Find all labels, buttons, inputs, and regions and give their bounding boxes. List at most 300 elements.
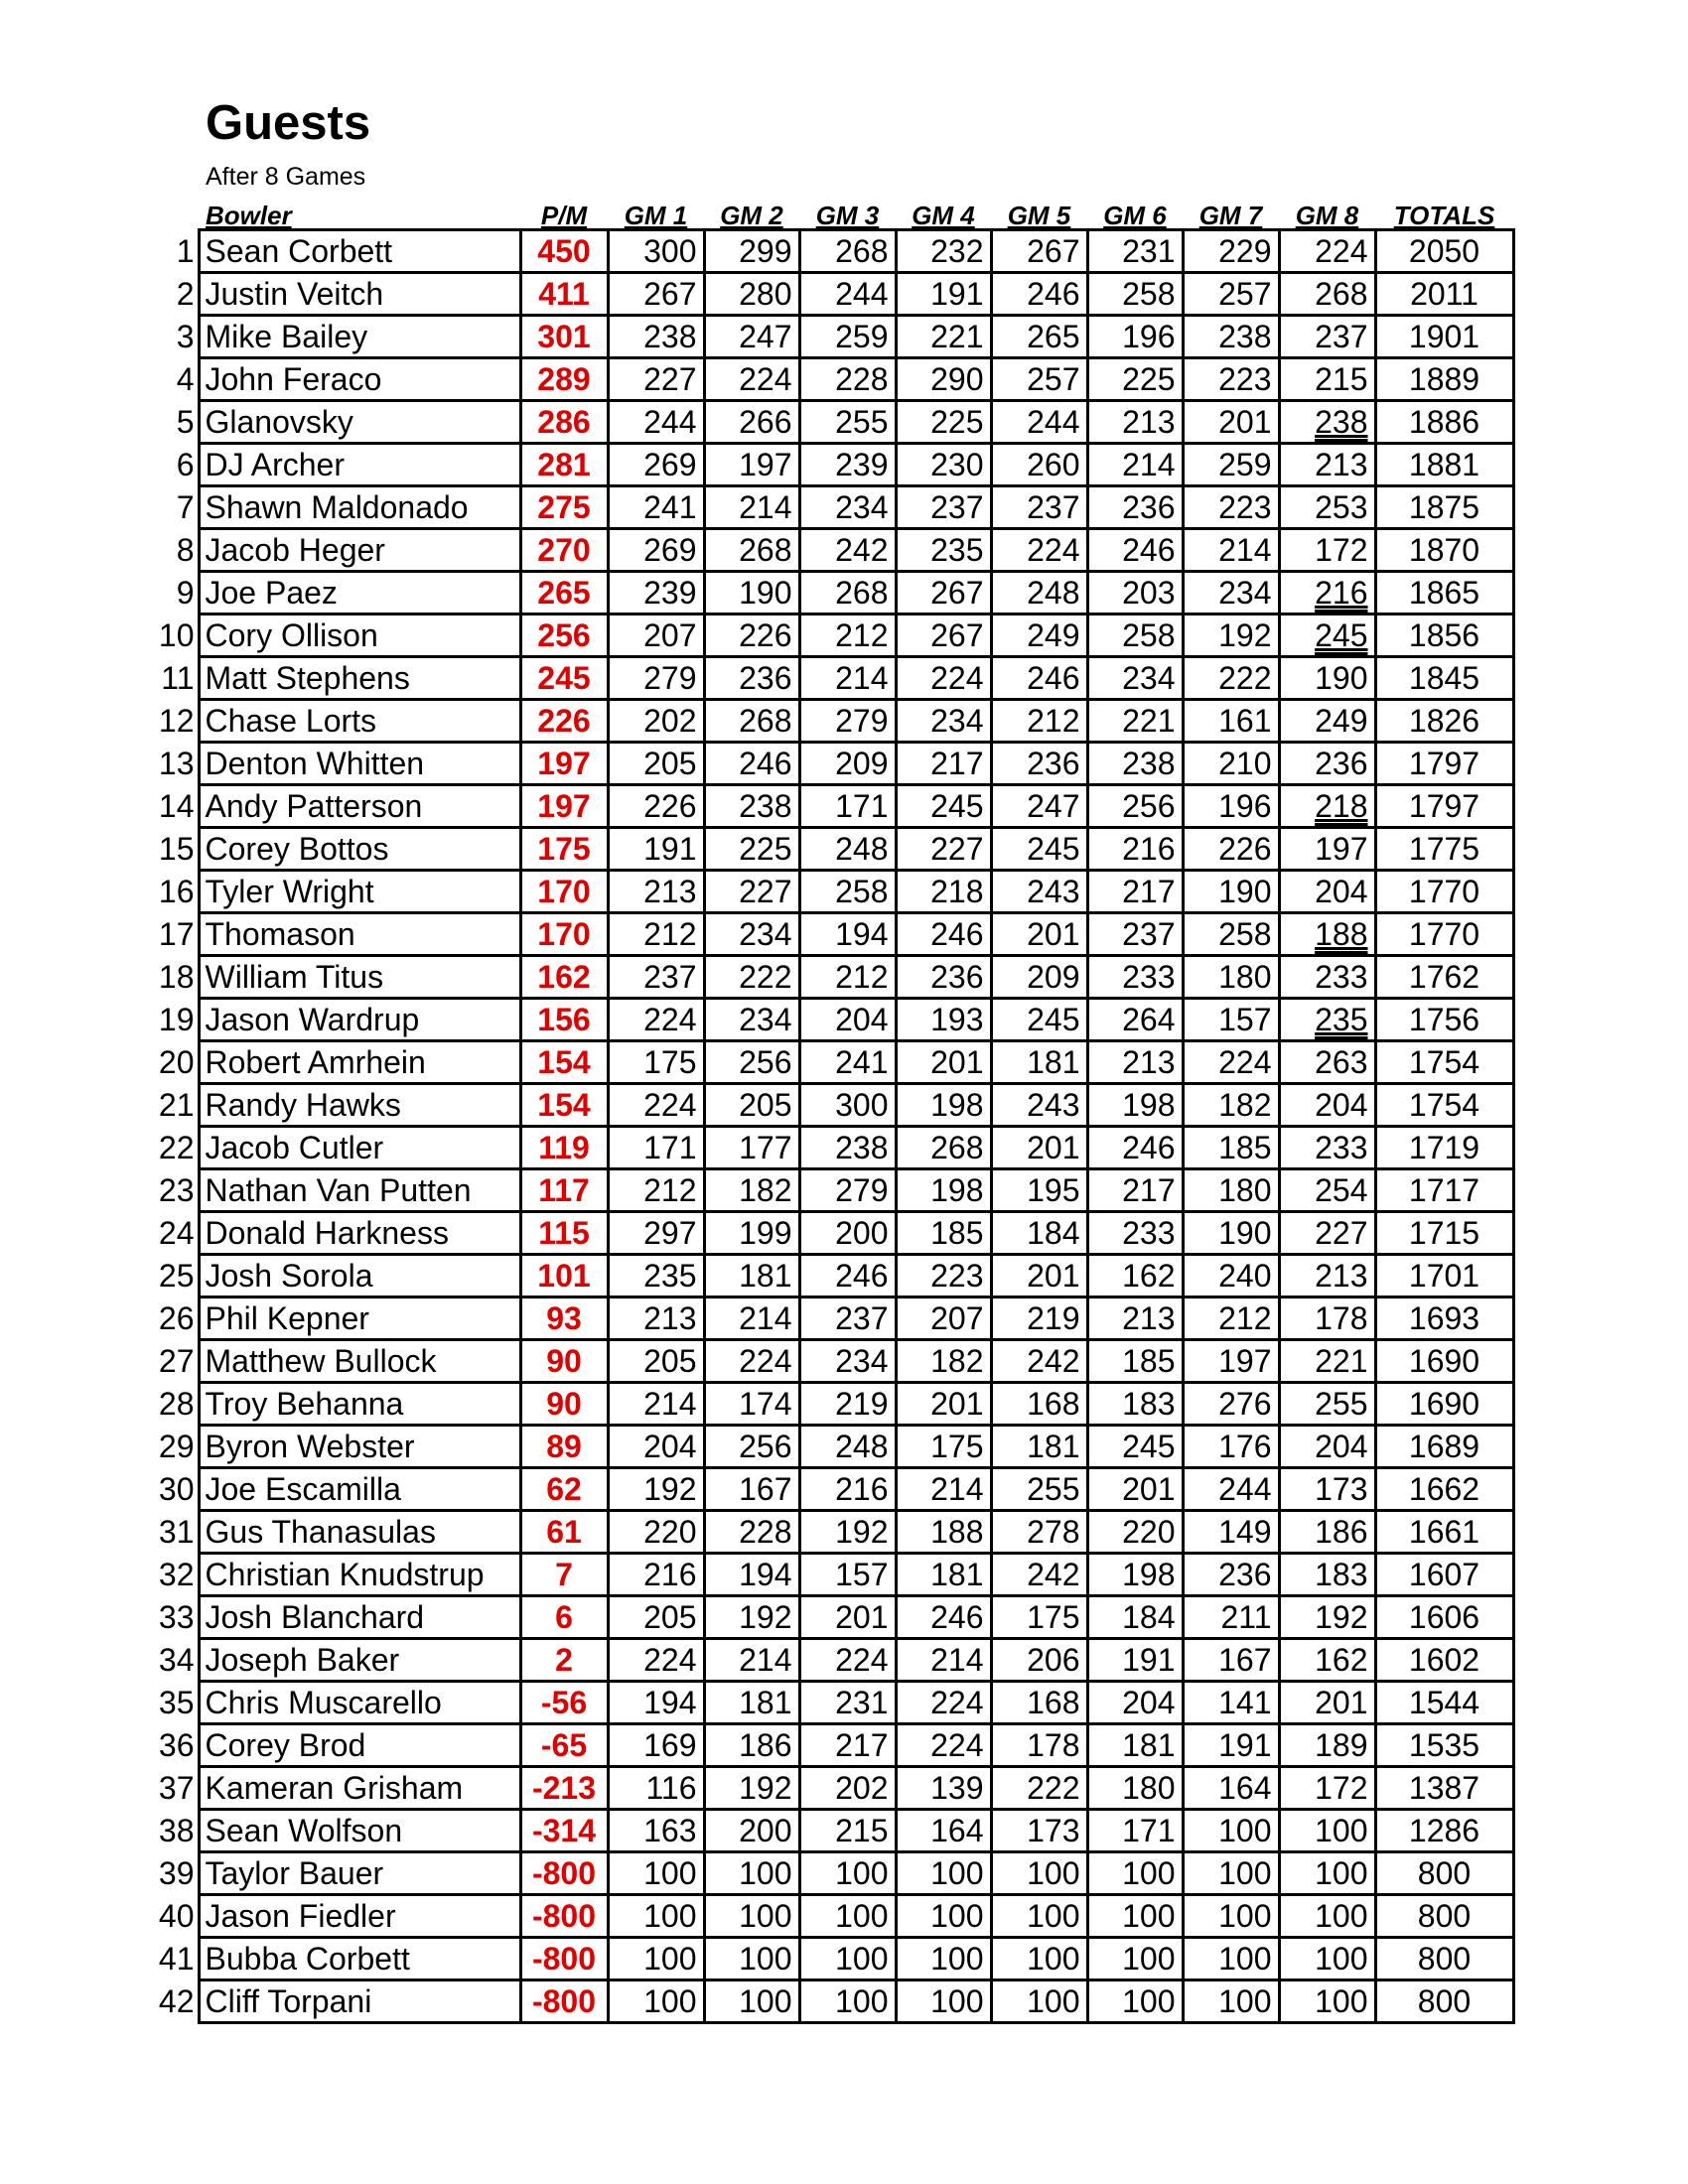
game-6-cell: 225 xyxy=(1087,358,1183,401)
total-cell: 1544 xyxy=(1375,1682,1513,1724)
table-row xyxy=(154,230,1513,273)
game-7-cell: 257 xyxy=(1183,273,1279,316)
rank-cell: 24 xyxy=(158,1215,195,1251)
game-6-cell: 245 xyxy=(1087,1426,1183,1468)
bowler-name-cell: Justin Veitch xyxy=(199,273,520,316)
game-4-cell: 225 xyxy=(896,401,991,444)
game-2-cell: 214 xyxy=(704,1639,799,1682)
game-5-cell: 100 xyxy=(991,1852,1087,1895)
rank-cell: 8 xyxy=(176,532,195,568)
game-3-cell: 234 xyxy=(799,1340,896,1383)
game-8-cell: 233 xyxy=(1279,956,1375,999)
bowler-name-cell: Thomason xyxy=(199,913,520,956)
rank-cell: 4 xyxy=(176,361,195,397)
game-1-cell: 239 xyxy=(608,572,704,614)
pm-cell: 245 xyxy=(520,657,608,700)
game-3-cell: 248 xyxy=(799,1426,896,1468)
game-7-cell: 196 xyxy=(1183,785,1279,828)
game-7-cell: 190 xyxy=(1183,1212,1279,1255)
game-3-cell: 157 xyxy=(799,1554,896,1596)
game-4-cell: 235 xyxy=(896,529,991,572)
game-8-cell: 218 xyxy=(1279,785,1375,828)
table-row xyxy=(154,700,1513,743)
total-cell: 1865 xyxy=(1375,572,1513,614)
rank-cell: 15 xyxy=(158,831,195,867)
header-gm5: GM 5 xyxy=(1007,201,1071,230)
total-cell: 1886 xyxy=(1375,401,1513,444)
header-pm: P/M xyxy=(540,201,588,230)
table-row xyxy=(154,486,1513,529)
game-5-cell: 244 xyxy=(991,401,1087,444)
game-4-cell: 214 xyxy=(896,1639,991,1682)
game-2-cell: 100 xyxy=(704,1938,799,1980)
game-2-cell: 100 xyxy=(704,1895,799,1938)
rank-cell: 22 xyxy=(158,1130,195,1165)
game-5-cell: 265 xyxy=(991,316,1087,358)
game-2-cell: 234 xyxy=(704,999,799,1041)
game-2-cell: 214 xyxy=(704,1297,799,1340)
game-6-cell: 203 xyxy=(1087,572,1183,614)
game-5-cell: 201 xyxy=(991,1255,1087,1297)
game-3-cell: 200 xyxy=(799,1212,896,1255)
game-3-cell: 234 xyxy=(799,486,896,529)
game-1-cell: 212 xyxy=(608,913,704,956)
game-2-cell: 236 xyxy=(704,657,799,700)
total-cell: 1717 xyxy=(1375,1169,1513,1212)
game-7-cell: 192 xyxy=(1183,614,1279,657)
game-2-cell: 247 xyxy=(704,316,799,358)
bowler-name-cell: Corey Brod xyxy=(199,1724,520,1767)
game-5-cell: 243 xyxy=(991,1084,1087,1127)
game-2-cell: 214 xyxy=(704,486,799,529)
rank-cell: 39 xyxy=(158,1855,195,1891)
game-5-cell: 195 xyxy=(991,1169,1087,1212)
bowler-name-cell: Joe Paez xyxy=(199,572,520,614)
game-5-cell: 206 xyxy=(991,1639,1087,1682)
header-bowler: Bowler xyxy=(206,201,292,230)
game-4-cell: 230 xyxy=(896,444,991,486)
pm-cell: 450 xyxy=(520,230,608,273)
bowler-name-cell: Kameran Grisham xyxy=(199,1767,520,1810)
game-1-cell: 171 xyxy=(608,1127,704,1169)
bowler-name-cell: Joseph Baker xyxy=(199,1639,520,1682)
pm-cell: -56 xyxy=(520,1682,608,1724)
game-8-cell: 249 xyxy=(1279,700,1375,743)
game-5-cell: 255 xyxy=(991,1468,1087,1511)
game-3-cell: 237 xyxy=(799,1297,896,1340)
game-7-cell: 197 xyxy=(1183,1340,1279,1383)
game-1-cell: 194 xyxy=(608,1682,704,1724)
rank-cell: 17 xyxy=(158,916,195,952)
table-row xyxy=(154,1852,1513,1895)
rank-cell: 37 xyxy=(158,1770,195,1806)
game-8-cell: 190 xyxy=(1279,657,1375,700)
pm-cell: 90 xyxy=(520,1383,608,1426)
game-4-cell: 201 xyxy=(896,1041,991,1084)
game-4-cell: 234 xyxy=(896,700,991,743)
game-8-cell: 213 xyxy=(1279,444,1375,486)
game-3-cell: 194 xyxy=(799,913,896,956)
rank-cell: 18 xyxy=(158,959,195,995)
game-8-cell: 204 xyxy=(1279,871,1375,913)
game-8-cell: 227 xyxy=(1279,1212,1375,1255)
bowler-name-cell: Glanovsky xyxy=(199,401,520,444)
table-row xyxy=(154,1554,1513,1596)
game-5-cell: 100 xyxy=(991,1980,1087,2023)
game-7-cell: 191 xyxy=(1183,1724,1279,1767)
game-1-cell: 300 xyxy=(608,230,704,273)
game-7-cell: 258 xyxy=(1183,913,1279,956)
bowler-name-cell: Donald Harkness xyxy=(199,1212,520,1255)
game-1-cell: 279 xyxy=(608,657,704,700)
game-6-cell: 246 xyxy=(1087,1127,1183,1169)
table-row xyxy=(154,572,1513,614)
rank-cell: 16 xyxy=(158,874,195,909)
pm-cell: 89 xyxy=(520,1426,608,1468)
game-3-cell: 100 xyxy=(799,1980,896,2023)
game-1-cell: 269 xyxy=(608,529,704,572)
pm-cell: -314 xyxy=(520,1810,608,1852)
rank-cell: 7 xyxy=(176,489,195,525)
header-gm8: GM 8 xyxy=(1295,201,1359,230)
table-row xyxy=(154,358,1513,401)
game-2-cell: 205 xyxy=(704,1084,799,1127)
pm-cell: 289 xyxy=(520,358,608,401)
game-7-cell: 226 xyxy=(1183,828,1279,871)
game-1-cell: 202 xyxy=(608,700,704,743)
game-6-cell: 221 xyxy=(1087,700,1183,743)
total-cell: 1387 xyxy=(1375,1767,1513,1810)
game-5-cell: 236 xyxy=(991,743,1087,785)
table-row xyxy=(154,316,1513,358)
pm-cell: 119 xyxy=(520,1127,608,1169)
rank-cell: 6 xyxy=(176,447,195,482)
game-6-cell: 238 xyxy=(1087,743,1183,785)
bowler-name-cell: Joe Escamilla xyxy=(199,1468,520,1511)
total-cell: 1606 xyxy=(1375,1596,1513,1639)
game-3-cell: 279 xyxy=(799,1169,896,1212)
game-1-cell: 100 xyxy=(608,1938,704,1980)
game-6-cell: 233 xyxy=(1087,956,1183,999)
table-row xyxy=(154,401,1513,444)
game-6-cell: 198 xyxy=(1087,1554,1183,1596)
pm-cell: 162 xyxy=(520,956,608,999)
game-4-cell: 100 xyxy=(896,1852,991,1895)
total-cell: 1602 xyxy=(1375,1639,1513,1682)
rank-cell: 30 xyxy=(158,1471,195,1507)
game-4-cell: 224 xyxy=(896,1682,991,1724)
total-cell: 1535 xyxy=(1375,1724,1513,1767)
rank-cell: 33 xyxy=(158,1599,195,1635)
rank-cell: 27 xyxy=(158,1343,195,1379)
game-1-cell: 169 xyxy=(608,1724,704,1767)
game-2-cell: 280 xyxy=(704,273,799,316)
game-8-cell: 235 xyxy=(1279,999,1375,1041)
game-3-cell: 239 xyxy=(799,444,896,486)
game-5-cell: 209 xyxy=(991,956,1087,999)
game-6-cell: 204 xyxy=(1087,1682,1183,1724)
game-5-cell: 260 xyxy=(991,444,1087,486)
game-2-cell: 266 xyxy=(704,401,799,444)
table-row xyxy=(154,1297,1513,1340)
game-8-cell: 238 xyxy=(1279,401,1375,444)
bowler-name-cell: Robert Amrhein xyxy=(199,1041,520,1084)
game-4-cell: 218 xyxy=(896,871,991,913)
game-2-cell: 194 xyxy=(704,1554,799,1596)
bowler-name-cell: Troy Behanna xyxy=(199,1383,520,1426)
game-8-cell: 245 xyxy=(1279,614,1375,657)
game-5-cell: 178 xyxy=(991,1724,1087,1767)
rank-cell: 38 xyxy=(158,1813,195,1848)
game-2-cell: 174 xyxy=(704,1383,799,1426)
game-8-cell: 197 xyxy=(1279,828,1375,871)
game-6-cell: 100 xyxy=(1087,1852,1183,1895)
table-row xyxy=(154,614,1513,657)
game-1-cell: 205 xyxy=(608,743,704,785)
rank-cell: 34 xyxy=(158,1642,195,1678)
game-7-cell: 182 xyxy=(1183,1084,1279,1127)
pm-cell: 61 xyxy=(520,1511,608,1554)
table-row xyxy=(154,1383,1513,1426)
game-8-cell: 100 xyxy=(1279,1852,1375,1895)
game-4-cell: 182 xyxy=(896,1340,991,1383)
total-cell: 1607 xyxy=(1375,1554,1513,1596)
game-5-cell: 246 xyxy=(991,657,1087,700)
bowler-name-cell: Corey Bottos xyxy=(199,828,520,871)
game-8-cell: 100 xyxy=(1279,1810,1375,1852)
game-8-cell: 192 xyxy=(1279,1596,1375,1639)
game-1-cell: 100 xyxy=(608,1895,704,1938)
game-6-cell: 162 xyxy=(1087,1255,1183,1297)
pm-cell: 154 xyxy=(520,1084,608,1127)
game-6-cell: 236 xyxy=(1087,486,1183,529)
total-cell: 1797 xyxy=(1375,785,1513,828)
game-1-cell: 204 xyxy=(608,1426,704,1468)
game-3-cell: 209 xyxy=(799,743,896,785)
game-2-cell: 268 xyxy=(704,700,799,743)
standings-table xyxy=(154,197,1515,2024)
game-5-cell: 222 xyxy=(991,1767,1087,1810)
game-5-cell: 181 xyxy=(991,1041,1087,1084)
game-8-cell: 186 xyxy=(1279,1511,1375,1554)
game-3-cell: 212 xyxy=(799,956,896,999)
game-4-cell: 185 xyxy=(896,1212,991,1255)
game-6-cell: 264 xyxy=(1087,999,1183,1041)
game-3-cell: 216 xyxy=(799,1468,896,1511)
game-2-cell: 224 xyxy=(704,1340,799,1383)
game-5-cell: 243 xyxy=(991,871,1087,913)
game-1-cell: 267 xyxy=(608,273,704,316)
game-2-cell: 100 xyxy=(704,1852,799,1895)
game-7-cell: 223 xyxy=(1183,486,1279,529)
game-7-cell: 100 xyxy=(1183,1895,1279,1938)
game-6-cell: 256 xyxy=(1087,785,1183,828)
table-row xyxy=(154,1980,1513,2023)
game-3-cell: 248 xyxy=(799,828,896,871)
pm-cell: -800 xyxy=(520,1852,608,1895)
game-6-cell: 233 xyxy=(1087,1212,1183,1255)
rank-cell: 19 xyxy=(158,1002,195,1037)
table-row xyxy=(154,1212,1513,1255)
game-4-cell: 198 xyxy=(896,1084,991,1127)
rank-cell: 29 xyxy=(158,1429,195,1464)
game-8-cell: 172 xyxy=(1279,529,1375,572)
game-5-cell: 237 xyxy=(991,486,1087,529)
rank-cell: 28 xyxy=(158,1386,195,1422)
game-7-cell: 164 xyxy=(1183,1767,1279,1810)
pm-cell: -800 xyxy=(520,1980,608,2023)
game-2-cell: 197 xyxy=(704,444,799,486)
game-5-cell: 246 xyxy=(991,273,1087,316)
game-2-cell: 181 xyxy=(704,1255,799,1297)
pm-cell: 170 xyxy=(520,871,608,913)
game-4-cell: 193 xyxy=(896,999,991,1041)
game-7-cell: 236 xyxy=(1183,1554,1279,1596)
total-cell: 1286 xyxy=(1375,1810,1513,1852)
pm-cell: 275 xyxy=(520,486,608,529)
game-1-cell: 213 xyxy=(608,1297,704,1340)
game-4-cell: 223 xyxy=(896,1255,991,1297)
game-7-cell: 149 xyxy=(1183,1511,1279,1554)
total-cell: 1826 xyxy=(1375,700,1513,743)
game-1-cell: 224 xyxy=(608,1639,704,1682)
bowler-name-cell: Nathan Van Putten xyxy=(199,1169,520,1212)
rank-cell: 3 xyxy=(176,319,195,354)
pm-cell: 301 xyxy=(520,316,608,358)
game-1-cell: 100 xyxy=(608,1852,704,1895)
total-cell: 1875 xyxy=(1375,486,1513,529)
total-cell: 1701 xyxy=(1375,1255,1513,1297)
header-gm3: GM 3 xyxy=(815,201,880,230)
total-cell: 1719 xyxy=(1375,1127,1513,1169)
game-6-cell: 258 xyxy=(1087,273,1183,316)
game-4-cell: 267 xyxy=(896,572,991,614)
game-2-cell: 100 xyxy=(704,1980,799,2023)
bowler-name-cell: Chase Lorts xyxy=(199,700,520,743)
table-row xyxy=(154,1596,1513,1639)
game-6-cell: 198 xyxy=(1087,1084,1183,1127)
game-5-cell: 100 xyxy=(991,1938,1087,1980)
table-row xyxy=(154,1895,1513,1938)
pm-cell: 154 xyxy=(520,1041,608,1084)
pm-cell: 411 xyxy=(520,273,608,316)
game-3-cell: 215 xyxy=(799,1810,896,1852)
game-6-cell: 258 xyxy=(1087,614,1183,657)
game-3-cell: 228 xyxy=(799,358,896,401)
game-3-cell: 202 xyxy=(799,1767,896,1810)
table-body xyxy=(154,230,1513,2023)
game-8-cell: 100 xyxy=(1279,1980,1375,2023)
game-1-cell: 100 xyxy=(608,1980,704,2023)
game-7-cell: 201 xyxy=(1183,401,1279,444)
game-5-cell: 278 xyxy=(991,1511,1087,1554)
game-5-cell: 168 xyxy=(991,1682,1087,1724)
game-4-cell: 100 xyxy=(896,1938,991,1980)
game-6-cell: 216 xyxy=(1087,828,1183,871)
pm-cell: 2 xyxy=(520,1639,608,1682)
game-7-cell: 180 xyxy=(1183,956,1279,999)
game-7-cell: 167 xyxy=(1183,1639,1279,1682)
game-6-cell: 181 xyxy=(1087,1724,1183,1767)
game-4-cell: 191 xyxy=(896,273,991,316)
game-6-cell: 217 xyxy=(1087,1169,1183,1212)
game-7-cell: 210 xyxy=(1183,743,1279,785)
game-3-cell: 241 xyxy=(799,1041,896,1084)
game-6-cell: 100 xyxy=(1087,1980,1183,2023)
total-cell: 2050 xyxy=(1375,230,1513,273)
pm-cell: 170 xyxy=(520,913,608,956)
game-5-cell: 173 xyxy=(991,1810,1087,1852)
game-2-cell: 227 xyxy=(704,871,799,913)
game-8-cell: 224 xyxy=(1279,230,1375,273)
rank-cell: 5 xyxy=(176,404,195,440)
pm-cell: 256 xyxy=(520,614,608,657)
table-row xyxy=(154,1084,1513,1127)
game-5-cell: 201 xyxy=(991,913,1087,956)
rank-cell: 42 xyxy=(158,1983,195,2019)
game-2-cell: 190 xyxy=(704,572,799,614)
game-4-cell: 246 xyxy=(896,1596,991,1639)
table-row xyxy=(154,444,1513,486)
game-4-cell: 267 xyxy=(896,614,991,657)
game-1-cell: 244 xyxy=(608,401,704,444)
total-cell: 1756 xyxy=(1375,999,1513,1041)
rank-cell: 40 xyxy=(158,1898,195,1934)
game-2-cell: 222 xyxy=(704,956,799,999)
game-7-cell: 234 xyxy=(1183,572,1279,614)
bowler-name-cell: Sean Wolfson xyxy=(199,1810,520,1852)
game-2-cell: 228 xyxy=(704,1511,799,1554)
game-6-cell: 214 xyxy=(1087,444,1183,486)
game-3-cell: 192 xyxy=(799,1511,896,1554)
game-8-cell: 183 xyxy=(1279,1554,1375,1596)
bowler-name-cell: Taylor Bauer xyxy=(199,1852,520,1895)
total-cell: 1856 xyxy=(1375,614,1513,657)
game-2-cell: 192 xyxy=(704,1767,799,1810)
game-8-cell: 233 xyxy=(1279,1127,1375,1169)
game-8-cell: 254 xyxy=(1279,1169,1375,1212)
bowler-name-cell: Christian Knudstrup xyxy=(199,1554,520,1596)
game-3-cell: 214 xyxy=(799,657,896,700)
bowler-name-cell: Matt Stephens xyxy=(199,657,520,700)
game-6-cell: 100 xyxy=(1087,1895,1183,1938)
total-cell: 1845 xyxy=(1375,657,1513,700)
game-8-cell: 263 xyxy=(1279,1041,1375,1084)
game-3-cell: 224 xyxy=(799,1639,896,1682)
game-2-cell: 167 xyxy=(704,1468,799,1511)
game-4-cell: 207 xyxy=(896,1297,991,1340)
game-2-cell: 177 xyxy=(704,1127,799,1169)
total-cell: 1762 xyxy=(1375,956,1513,999)
bowler-name-cell: Andy Patterson xyxy=(199,785,520,828)
table-row xyxy=(154,1340,1513,1383)
game-8-cell: 189 xyxy=(1279,1724,1375,1767)
game-5-cell: 181 xyxy=(991,1426,1087,1468)
page-subtitle: After 8 Games xyxy=(206,163,366,191)
pm-cell: -213 xyxy=(520,1767,608,1810)
total-cell: 1889 xyxy=(1375,358,1513,401)
game-6-cell: 201 xyxy=(1087,1468,1183,1511)
game-6-cell: 231 xyxy=(1087,230,1183,273)
table-row xyxy=(154,273,1513,316)
game-1-cell: 226 xyxy=(608,785,704,828)
rank-cell: 2 xyxy=(176,276,195,312)
game-8-cell: 178 xyxy=(1279,1297,1375,1340)
game-8-cell: 204 xyxy=(1279,1426,1375,1468)
header-totals: TOTALS xyxy=(1393,201,1495,230)
game-2-cell: 268 xyxy=(704,529,799,572)
table-row xyxy=(154,999,1513,1041)
